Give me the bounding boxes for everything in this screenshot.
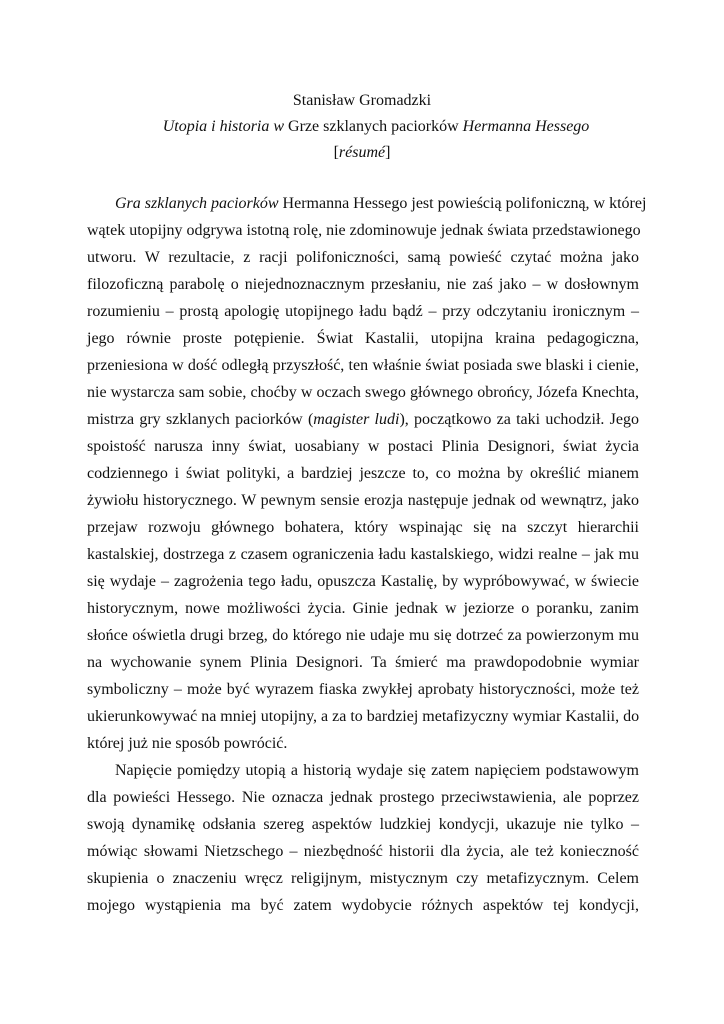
body-line: filozoficzną parabolę o niejednoznacznym przesłaniu, nie zaś jako – w dosłownym (87, 276, 639, 293)
body-line (87, 190, 647, 217)
body-line: codziennego i świat polityki, a bardziej jeszcze to, co można by określić mianem (87, 465, 639, 482)
body-line: na wychowanie synem Plinia Designori. Ta śmierć ma prawdopodobnie wymiar (87, 654, 639, 671)
document-title (0, 114, 724, 140)
resume-bracket-close: ] (385, 144, 391, 161)
title-italic-part1: Utopia i historia w (162, 118, 285, 135)
body-line: symboliczny – może być wyrazem fiaska zwykłej aprobaty historyczności, może też (87, 681, 639, 698)
body-line: jego równie proste potępienie. Świat Kastalii, utopijna kraina pedagogiczna, (87, 330, 639, 347)
body-line: wątek utopijny odgrywa istotną rolę, nie zdominowuje jednak świata przedstawionego (87, 222, 641, 239)
document-body (87, 190, 647, 919)
body-line: której już nie sposób powrócić. (87, 735, 288, 752)
body-line: skupienia o znaczeniu wręcz religijnym, mistycznym czy metafizycznym. Celem (87, 870, 639, 887)
line-text: mistrza gry szklanych paciorków ( (87, 411, 314, 428)
paragraph-1 (87, 190, 647, 757)
body-line: dla powieści Hessego. Nie oznacza jednak prostego przeciwstawienia, ale poprzez (87, 789, 639, 806)
italic-book-title: Gra szklanych paciorków (115, 195, 279, 212)
body-line: przeniesiona w dość odległą przyszłość, ten właśnie świat posiada swe blaski i cienie, (87, 357, 639, 374)
paragraph-2 (87, 757, 639, 919)
body-line: żywiołu historycznego. W pewnym sensie erozja następuje jednak od wewnątrz, jako (87, 492, 639, 509)
body-line: spoistość narusza inny świat, uosabiany w postaci Plinia Designori, świat życia (87, 438, 639, 455)
resume-word: résumé (338, 144, 386, 161)
body-line: ukierunkowywać na mniej utopijny, a za to bardziej metafizyczny wymiar Kastalii, do (87, 708, 640, 725)
body-line: nie wystarcza sam sobie, choćby w oczach swego głównego obrońcy, Józefa Knechta, (87, 384, 639, 401)
body-line: Napięcie pomiędzy utopią a historią wydaje się zatem napięciem podstawowym (115, 762, 639, 779)
body-line: historycznym, nowe możliwości życia. Ginie jednak w jeziorze o poranku, zanim (87, 600, 639, 617)
line-text: Hermanna Hessego jest powieścią polifoniczną, w której (278, 195, 647, 212)
body-line: przejaw rozwoju głównego bohatera, który wspinając się na szczyt hierarchii (87, 519, 639, 536)
body-line: rozumieniu – prostą apologię utopijnego ładu bądź – przy odczytaniu ironicznym – (87, 303, 639, 320)
body-line: słońce oświetla drugi brzeg, do którego nie udaje mu się dotrzeć za powierzonym mu (87, 627, 639, 644)
body-line: swoją dynamikę odsłania szereg aspektów ludzkiej kondycji, ukazuje nie tylko – (87, 816, 639, 833)
title-italic-part3: Hermanna Hessego (462, 118, 590, 135)
body-line (87, 406, 639, 433)
line-text: ), początkowo za taki uchodził. Jego (399, 411, 640, 428)
body-line: się wydaje – zagrożenia tego ładu, opuszcza Kastalię, by wypróbowywać, w świecie (87, 573, 639, 590)
author-name: Stanisław Gromadzki (292, 92, 432, 109)
body-line: utworu. W rezultacie, z racji polifoniczności, samą powieść czytać można jako (87, 249, 639, 266)
resume-bracket-open: [ (333, 144, 339, 161)
body-line: kastalskiej, dostrzega z czasem ograniczenia ładu kastalskiego, widzi realne – jak mu (87, 546, 639, 563)
title-regular-part: Grze szklanych paciorków (284, 118, 463, 135)
body-line: mojego wystąpienia ma być zatem wydobycie różnych aspektów tej kondycji, (87, 897, 639, 914)
resume-label (0, 140, 724, 166)
italic-magister-ludi: magister ludi (313, 411, 400, 428)
body-line: mówiąc słowami Nietzschego – niezbędność historii dla życia, ale też konieczność (87, 843, 639, 860)
document-header (0, 88, 724, 166)
